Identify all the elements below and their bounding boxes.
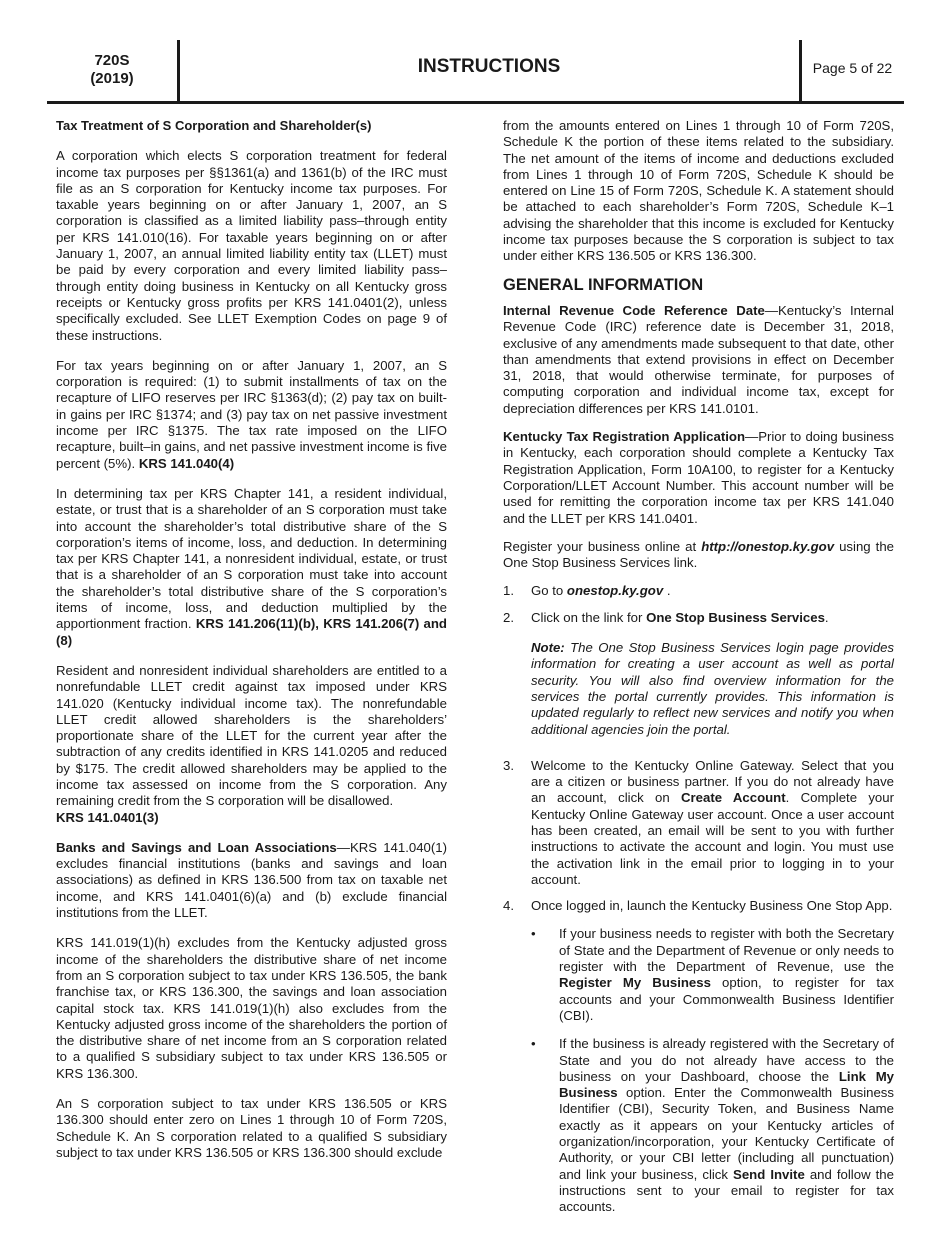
bullet-text-part: and follow the instructions sent to your email to register for tax accounts.	[559, 1166, 894, 1215]
page-number: Page 5 of 22	[812, 60, 893, 76]
item-text: Welcome to the Kentucky Online Gateway. Select that you are a citizen or business partner. If you do not already have an account, click on	[531, 757, 894, 806]
paragraph-lead: Internal Revenue Code Reference Date	[503, 302, 765, 318]
bullet-text	[559, 1036, 894, 1215]
paragraph-text: Register your business online at	[503, 538, 702, 554]
paragraph-text: For tax years beginning on or after January 1, 2007, an S corporation is required: (1) to submit installments of tax on the recapture of LIFO reserves per IRC §1363(d); (2) pay tax on built-in gains per IRC §1374; and (3) pay tax on net passive investment income per IRC §1375. The tax rate imposed on the LIFO recapture, built–in gains, and net passive investment income is five percent (5%).	[56, 357, 447, 471]
header-rule	[47, 101, 904, 104]
item-body	[531, 610, 894, 748]
statute-ref: KRS 141.0401(3)	[56, 809, 159, 825]
paragraph-lead: Banks and Savings and Loan Associations	[56, 839, 337, 855]
paragraph-text: —Prior to doing business in Kentucky, each corporation should complete a Kentucky Tax Registration Application, Form 10A100, to register for a Kentucky Corporation/LLET Account Number. This account number will be used for remitting the corporation income tax per KRS 141.040 and the LLET per KRS 141.0401.	[503, 429, 894, 526]
form-number: 720S	[94, 52, 130, 69]
item-number: 4.	[503, 898, 514, 914]
bullet-text-part: If the business is already registered with the Secretary of State and you do not already have access to the business on your Dashboard, choose the	[559, 1036, 894, 1084]
left-column	[56, 118, 447, 1175]
note	[531, 640, 894, 738]
paragraph	[56, 358, 447, 472]
paragraph-lead: Kentucky Tax Registration Application	[503, 429, 745, 445]
paragraph-text: Resident and nonresident individual shareholders are entitled to a nonrefundable LLET credit against tax imposed under KRS 141.020 (Kentucky individual income tax). The nonrefundable LLET credit allowed shareholders is the shareholders’ proportionate share of the LLET for the current year after the subtraction of any credits identified in KRS 141.0205 and reduced by $175. The credit allowed shareholders may be applied to the income tax assessed on income from the S corporation. Any remaining credit from the S corporation will be disallowed.	[56, 662, 447, 809]
list-item	[503, 758, 894, 888]
bullet-text-part: If your business needs to register with both the Secretary of State and the Department of Revenue or only needs to register with the Department of Revenue, use the	[559, 926, 894, 975]
bullet-text-part: option, to register for tax accounts and your Commonwealth Business Identifier (CBI).	[559, 975, 894, 1023]
paragraph	[56, 663, 447, 826]
note-text: The One Stop Business Services login page provides information for creating a user account as well as portal security. You will also find overview information for the services the portal currently provides. This information is updated regularly to reflect new services and notify you when additional agencies join the portal.	[531, 640, 894, 737]
item-bold: Link My Business	[559, 1068, 895, 1101]
item-text: .	[824, 609, 829, 625]
item-text: Once logged in, launch the Kentucky Business One Stop App.	[531, 898, 893, 914]
note-lead: Note:	[531, 640, 565, 656]
paragraph	[503, 303, 894, 417]
statute-ref: KRS 141.206(11)(b), KRS 141.206(7) and (8)	[56, 616, 447, 648]
bullet-icon: •	[531, 926, 536, 942]
item-text-line	[531, 610, 894, 626]
item-text: Go to	[531, 583, 567, 599]
list-item	[503, 898, 894, 1227]
item-text: Click on the link for	[531, 609, 647, 625]
form-year: (2019)	[90, 70, 134, 87]
item-text: .	[663, 583, 671, 599]
paragraph	[56, 486, 447, 649]
bullet-text	[559, 926, 894, 1024]
paragraph-text: —KRS 141.040(1) excludes financial institutions (banks and savings and loan associations) as defined in KRS 136.500 from tax on taxable net income, and KRS 141.0401(6)(a) and (b) exclude financial institutions from the LLET.	[56, 839, 447, 921]
item-number: 1.	[503, 583, 514, 599]
item-bold: Register My Business	[559, 975, 711, 991]
onestop-url-link[interactable]: http://onestop.ky.gov	[701, 538, 835, 554]
bullet-icon: •	[531, 1036, 536, 1052]
item-body	[531, 583, 894, 599]
item-text: . Complete your Kentucky Online Gateway user account. Once a user account has been created, an email will be sent to you with further instructions to activate the account and login. You must use the activation link in the email prior to logging in to your account.	[531, 790, 894, 887]
item-number: 3.	[503, 757, 514, 773]
list-item	[503, 583, 894, 599]
form-id	[47, 52, 177, 88]
paragraph: An S corporation subject to tax under KRS 136.505 or KRS 136.300 should enter zero on Lines 1 through 10 of Form 720S, Schedule K. An S corporation related to a qualified S subsidiary subject to tax under KRS 136.505 or KRS 136.300 should exclude	[56, 1096, 447, 1160]
right-column	[503, 118, 894, 1238]
item-number: 2.	[503, 609, 514, 625]
section-heading: Tax Treatment of S Corporation and Shareholder(s)	[56, 118, 372, 133]
list-item	[503, 610, 894, 748]
paragraph	[503, 539, 894, 572]
bullet-text-part: option. Enter the Commonwealth Business Identifier (CBI), Security Token, and Business Name exactly as it appears on your Kentucky articles of organization/incorporation, your Kentucky Certificate of Authority, or your CBI letter (including all punctuation) and link your business, click	[559, 1085, 894, 1182]
item-bold: One Stop Business Services	[646, 609, 825, 625]
section-heading: GENERAL INFORMATION	[503, 275, 704, 294]
onestop-link[interactable]: onestop.ky.gov	[566, 583, 664, 599]
bullet-list	[531, 926, 894, 1215]
item-bold: Create Account	[681, 790, 786, 806]
paragraph: A corporation which elects S corporation treatment for federal income tax purposes per §§1361(a) and 1361(b) of the IRC must file as an S corporation for Kentucky income tax purposes. For taxable years beginning on or after January 1, 2007, an S corporation is classified as a limited liability pass–through entity per KRS 141.010(16). For taxable years beginning on or after January 1, 2007, an annual limited liability entity tax (LLET) must be paid by every corporation and every limited liability pass–through entity doing business in Kentucky on all Kentucky gross receipts or Kentucky gross profits per KRS 141.0401(2), unless specifically excluded. See LLET Exemption Codes on page 9 of these instructions.	[56, 148, 447, 343]
statute-ref: KRS 141.040(4)	[138, 455, 235, 471]
paragraph-text: using the One Stop Business Services link.	[503, 538, 894, 571]
paragraph: KRS 141.019(1)(h) excludes from the Kentucky adjusted gross income of the shareholders the distributive share of net income from an S corporation subject to tax under KRS 136.505, the bank franchise tax, or KRS 136.300, the savings and loan association capital stock tax. KRS 141.019(1)(h) also excludes from the Kentucky adjusted gross income of the shareholders the portion of the distributive share of net income from an S corporation related to a qualified S subsidiary subject to tax under KRS 136.505 or KRS 136.300.	[56, 935, 447, 1081]
bullet-item	[531, 1036, 894, 1215]
item-body	[531, 758, 894, 888]
paragraph: from the amounts entered on Lines 1 through 10 of Form 720S, Schedule K the portion of these items related to the subsidiary. The net amount of the items of income and deductions excluded from Lines 1 through 10 of Form 720S, Schedule K should be entered on Line 15 of Form 720S, Schedule K. A statement should be attached to each shareholder’s Form 720S, Schedule K–1 advising the shareholder that this income is excluded for Kentucky income tax purposes because the S corporation is subject to tax under either KRS 136.505 or KRS 136.300.	[503, 118, 894, 264]
item-body	[531, 898, 894, 1227]
paragraph-text: —Kentucky’s Internal Revenue Code (IRC) reference date is December 31, 2018, exclusive of any amendments made subsequent to that date, other than amendments that extend provisions in effect on December 31, 2018, that would otherwise terminate, for purposes of computing corporation and individual income tax, except for depreciation differences per KRS 141.0101.	[503, 302, 894, 416]
paragraph-text: In determining tax per KRS Chapter 141, a resident individual, estate, or trust that is a shareholder of an S corporation must take into account the shareholder’s total distributive share of the S corporation’s items of income, loss, and deduction. In determining tax per KRS Chapter 141, a nonresident individual, estate, or trust that is a shareholder of an S corporation must take into account the shareholder’s total distributive share of the S corporation’s items of income, loss, and deduction multiplied by the apportionment fraction.	[56, 485, 447, 632]
page-title: INSTRUCTIONS	[417, 56, 561, 77]
item-bold: Send Invite	[733, 1166, 805, 1182]
bullet-item	[531, 926, 894, 1024]
paragraph	[56, 840, 447, 921]
paragraph	[503, 429, 894, 527]
page-header	[47, 40, 904, 102]
